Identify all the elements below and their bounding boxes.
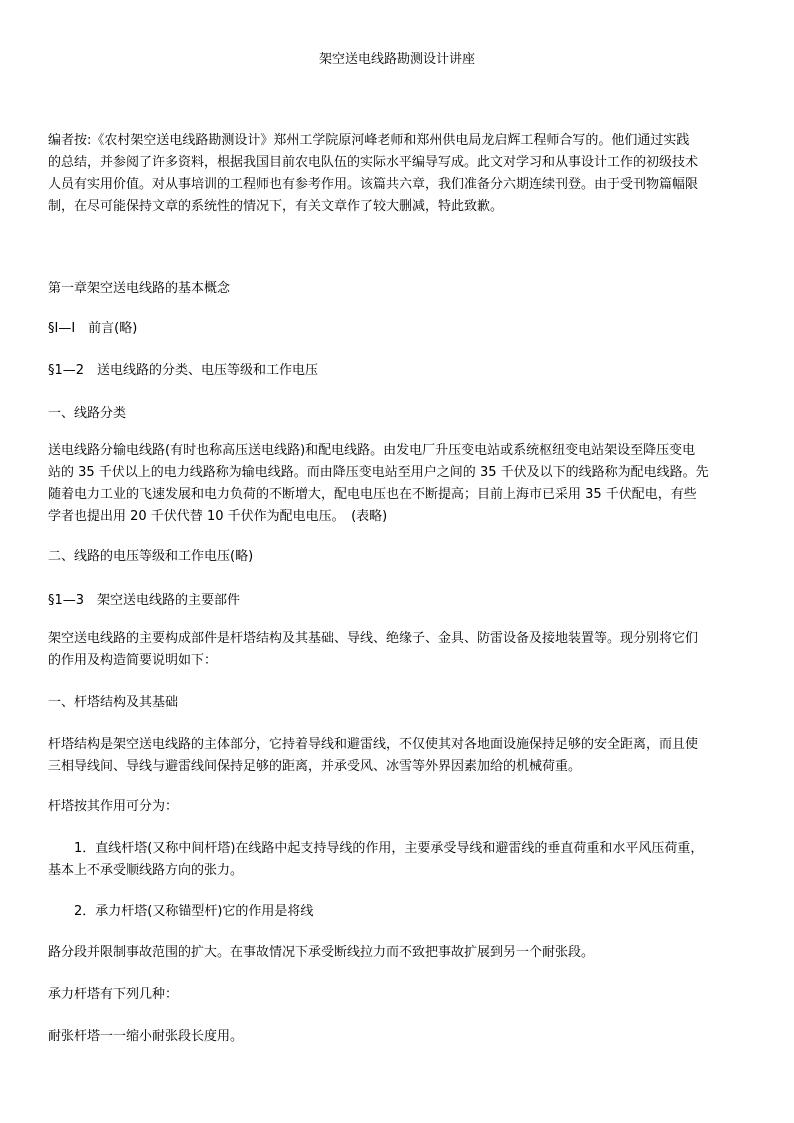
paragraph-line: 站的 35 千伏以上的电力线路称为输电线路。而由降压变电站至用户之间的 35 千伏及以下的线路称为配电线路。先: [48, 465, 709, 480]
paragraph-tower-types-intro: 杆塔按其作用可分为：: [48, 799, 179, 814]
chapter-title: 第一章架空送电线路的基本概念: [48, 281, 231, 296]
editor-note-line: 人员有实用价值。对从事培训的工程师也有参考作用。该篇共六章，我们准备分六期连续刊登。由于受刊物篇幅限: [48, 177, 699, 192]
document-title: 架空送电线路勘测设计讲座: [318, 52, 475, 67]
paragraph-line: 基本上不承受顺线路方向的张力。: [48, 863, 244, 878]
paragraph-load-types-intro: 承力杆塔有下列几种：: [48, 987, 179, 1002]
editor-note-line: 编者按:《农村架空送电线路勘测设计》郑州工学院原河峰老师和郑州供电局龙启辉工程师合写的。他们通过实践: [48, 133, 690, 148]
subsection-heading: 一、线路分类: [48, 406, 127, 421]
paragraph-line: 的作用及构造简要说明如下：: [48, 653, 218, 668]
paragraph-item2-continuation: 路分段并限制事故范围的扩大。在事故情况下承受断线拉力而不致把事故扩展到另一个耐张段。: [48, 945, 595, 960]
paragraph-line: 三相导线间、导线与避雷线间保持足够的距离，并承受风、冰雪等外界因素加给的机械荷重。: [48, 759, 582, 774]
editor-note: [48, 130, 752, 218]
paragraph-line: 架空送电线路的主要构成部件是杆塔结构及其基础、导线、绝缘子、金具、防雷设备及接地装置等。现分别将它们: [48, 631, 699, 646]
section-heading: §Ⅰ—Ⅰ 前言(略): [48, 321, 138, 336]
paragraph-towers: [48, 734, 752, 778]
subsection-heading: 一、杆塔结构及其基础: [48, 695, 179, 710]
paragraph-line: 送电线路分输电线路(有时也称高压送电线路)和配电线路。由发电厂升压变电站或系统枢纽变电站架设至降压变电: [48, 443, 696, 458]
section-heading: §1—2 送电线路的分类、电压等级和工作电压: [48, 363, 319, 378]
list-item-load-tower: [48, 901, 752, 923]
editor-note-line: 的总结，并参阅了许多资料，根据我国目前农电队伍的实际水平编导写成。此文对学习和从事设计工作的初级技术: [48, 155, 699, 170]
paragraph-line: 随着电力工业的飞速发展和电力负荷的不断增大，配电电压也在不断提高；目前上海市已采用 35 千伏配电，有些: [48, 487, 697, 502]
paragraph-line: 学者也提出用 20 千伏代替 10 千伏作为配电电压。 (表略): [48, 509, 388, 524]
paragraph-line: 1．直线杆塔(又称中间杆塔)在线路中起支持导线的作用，主要承受导线和避雷线的垂直荷重和水平风压荷重，: [74, 841, 704, 856]
paragraph-components: [48, 628, 752, 672]
paragraph-line: 杆塔结构是架空送电线路的主体部分，它持着导线和避雷线，不仅使其对各地面设施保持足够的安全距离，而且使: [48, 737, 699, 752]
paragraph-tension-tower: 耐张杆塔一一缩小耐张段长度用。: [48, 1029, 244, 1044]
paragraph-line-classification: [48, 440, 752, 528]
section-heading: §1—3 架空送电线路的主要部件: [48, 593, 241, 608]
list-item-straight-tower: [48, 838, 752, 882]
editor-note-line: 制，在尽可能保持文章的系统性的情况下，有关文章作了较大删减，特此致歉。: [48, 199, 504, 214]
paragraph-line: 2．承力杆塔(又称锚型杆)它的作用是将线: [74, 904, 314, 919]
subsection-heading: 二、线路的电压等级和工作电压(略): [48, 549, 254, 564]
